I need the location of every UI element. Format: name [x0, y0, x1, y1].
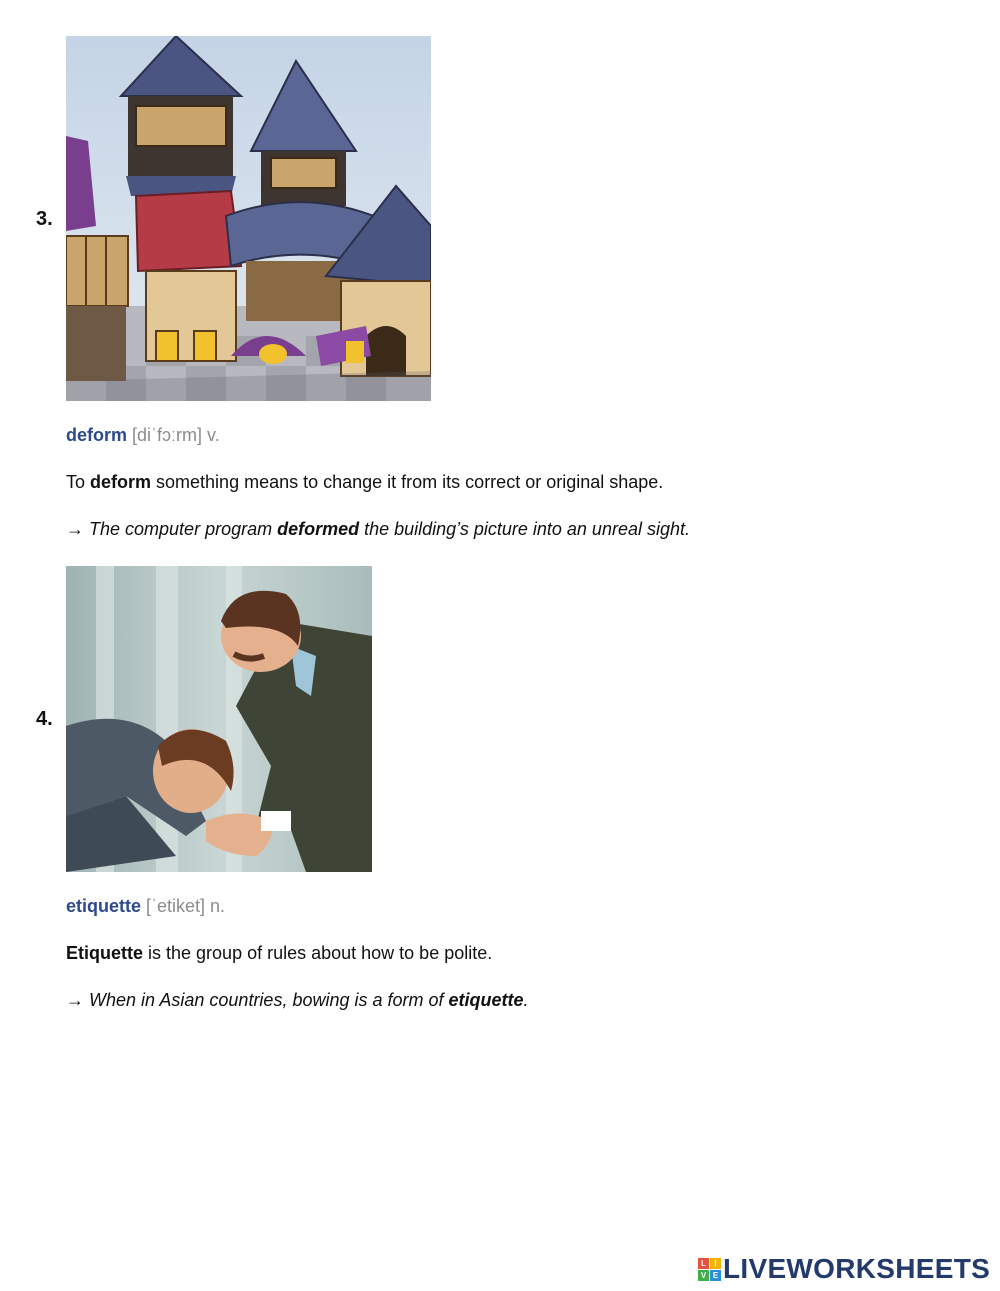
logo-block: I — [710, 1258, 721, 1269]
arrow-icon: → — [66, 990, 90, 1010]
logo-block: L — [698, 1258, 709, 1269]
example-text: The computer program — [89, 519, 278, 539]
logo-blocks-icon — [698, 1258, 721, 1281]
definition-text: To — [66, 472, 91, 492]
etiquette-illustration — [66, 566, 372, 872]
headword-line — [66, 896, 225, 917]
example-text: the building’s picture into an unreal sight. — [359, 519, 690, 539]
definition — [66, 943, 492, 964]
definition-text: something means to change it from its correct or original shape. — [151, 472, 664, 492]
headword: etiquette — [66, 896, 142, 916]
entry-number: 4. — [36, 708, 53, 730]
definition — [66, 472, 663, 493]
definition-text: is the group of rules about how to be polite. — [143, 943, 493, 963]
headword-line — [66, 425, 220, 446]
pronunciation: [diˈfɔːrm] v. — [132, 425, 220, 445]
entry-number: 3. — [36, 208, 53, 230]
example-text: . — [523, 990, 529, 1010]
example-sentence — [66, 990, 529, 1011]
logo-text: LIVEWORKSHEETS — [723, 1253, 991, 1284]
example-text: When in Asian countries, bowing is a form of — [89, 990, 449, 1010]
deform-illustration — [66, 36, 431, 401]
definition-keyword: deform — [90, 472, 152, 492]
pronunciation: [ˈetiket] n. — [146, 896, 226, 916]
logo-block: E — [710, 1270, 721, 1281]
liveworksheets-logo[interactable] — [698, 1254, 990, 1284]
example-sentence — [66, 519, 690, 540]
logo-block: V — [698, 1270, 709, 1281]
definition-keyword: Etiquette — [66, 943, 144, 963]
example-keyword: etiquette — [448, 990, 524, 1010]
headword: deform — [66, 425, 128, 445]
example-keyword: deformed — [277, 519, 360, 539]
arrow-icon: → — [66, 519, 90, 539]
